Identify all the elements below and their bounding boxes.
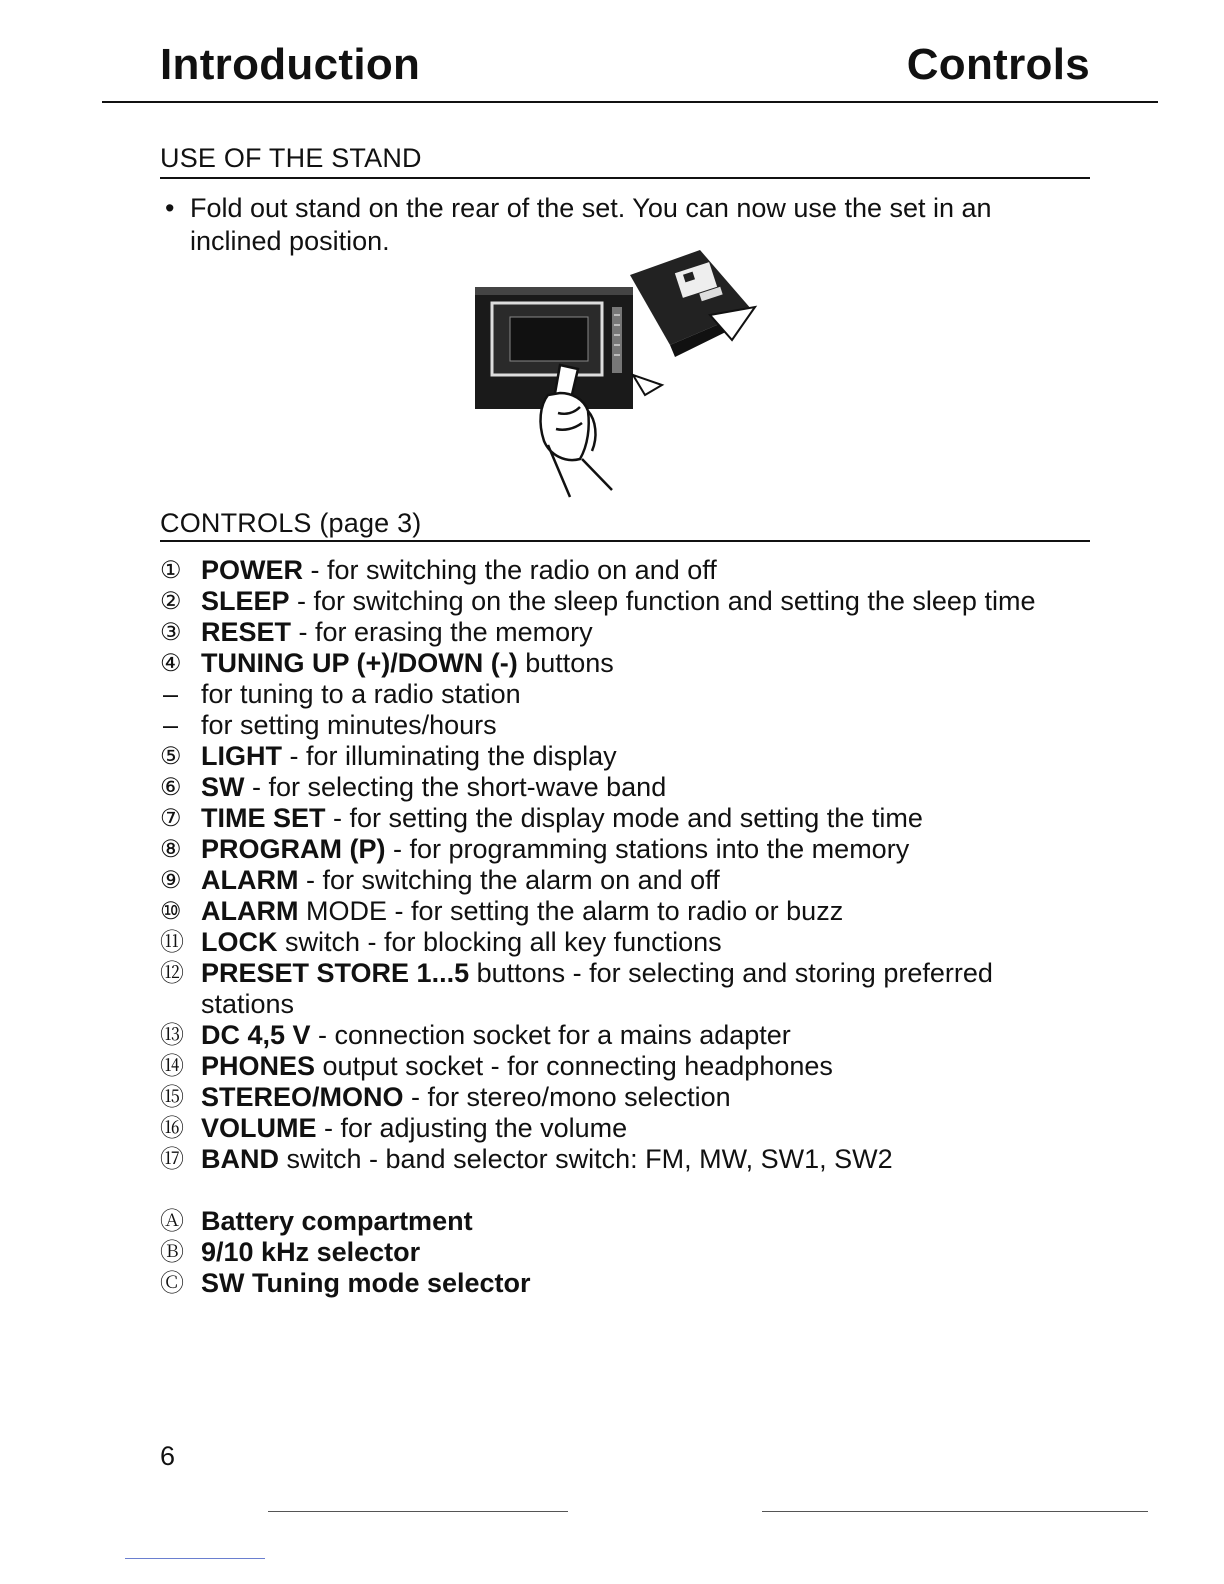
circled-number-icon: ⑭ (160, 1053, 184, 1080)
circled-number-icon: ⑰ (160, 1146, 184, 1173)
list-item (160, 1082, 1090, 1113)
bullet-icon: • (165, 193, 175, 223)
list-item (160, 772, 1090, 803)
circled-number-icon: ⑤ (160, 743, 182, 770)
stand-section-rule (160, 177, 1090, 179)
control-description: - for programming stations into the memory (385, 834, 910, 864)
scan-artifact-line (125, 1558, 265, 1559)
control-description: - for switching on the sleep function and setting the sleep time (289, 586, 1036, 616)
circled-number-icon: ⑬ (160, 1022, 184, 1049)
list-item (160, 865, 1090, 896)
list-item (160, 958, 1090, 1020)
control-name: TIME SET (201, 803, 326, 833)
stand-instruction-text: Fold out stand on the rear of the set. You can now use the set in an inclined position. (190, 193, 992, 256)
circled-number-icon: ⑦ (160, 805, 182, 832)
component-name: SW Tuning mode selector (201, 1268, 531, 1298)
control-description: - for adjusting the volume (316, 1113, 628, 1143)
control-name: LOCK (201, 927, 278, 957)
page-number: 6 (160, 1441, 176, 1471)
control-description: - for setting the display mode and setting the time (325, 803, 923, 833)
header-rule (102, 101, 1158, 103)
control-description: - for erasing the memory (291, 617, 593, 647)
control-name: PROGRAM (P) (201, 834, 386, 864)
circled-number-icon: ④ (160, 650, 182, 677)
circled-letter-icon: Ⓐ (160, 1208, 184, 1235)
list-item (160, 803, 1090, 834)
list-item (160, 896, 1090, 927)
control-description: - connection socket for a mains adapter (310, 1020, 791, 1050)
control-name: DC 4,5 V (201, 1020, 311, 1050)
control-description: switch - band selector switch: FM, MW, SW1, SW2 (279, 1144, 893, 1174)
circled-letter-icon: Ⓒ (160, 1270, 184, 1297)
control-name: BAND (201, 1144, 279, 1174)
control-name: TUNING UP (+)/DOWN (-) (201, 648, 518, 678)
circled-number-icon: ② (160, 588, 182, 615)
control-description: - for selecting the short-wave band (244, 772, 667, 802)
control-name: PRESET STORE 1...5 (201, 958, 470, 988)
circled-number-icon: ③ (160, 619, 182, 646)
dash-icon: – (163, 679, 179, 709)
scan-artifact-line (762, 1511, 1148, 1512)
list-item (160, 617, 1090, 648)
controls-section-title: CONTROLS (page 3) (160, 508, 422, 538)
control-description: for setting minutes/hours (201, 710, 497, 740)
control-name: ALARM (201, 865, 299, 895)
list-item (160, 741, 1090, 772)
circled-number-icon: ⑮ (160, 1084, 184, 1111)
control-description: for tuning to a radio station (201, 679, 521, 709)
circled-number-icon: ⑪ (160, 929, 184, 956)
control-description: - for stereo/mono selection (403, 1082, 731, 1112)
control-description: MODE - for setting the alarm to radio or buzz (298, 896, 844, 926)
control-name: STEREO/MONO (201, 1082, 404, 1112)
stand-illustration (470, 245, 760, 500)
control-name: POWER (201, 555, 304, 585)
control-name: VOLUME (201, 1113, 317, 1143)
circled-letter-icon: Ⓑ (160, 1239, 184, 1266)
list-item (160, 1268, 1090, 1299)
circled-number-icon: ⑥ (160, 774, 182, 801)
control-name: SLEEP (201, 586, 290, 616)
list-item (160, 1144, 1090, 1175)
list-item (160, 1206, 1090, 1237)
circled-number-icon: ⑫ (160, 960, 184, 987)
list-spacer (160, 1175, 1090, 1206)
list-item (160, 1051, 1090, 1082)
circled-number-icon: ⑧ (160, 836, 182, 863)
control-name: LIGHT (201, 741, 282, 771)
control-description: output socket - for connecting headphones (315, 1051, 833, 1081)
header-chapter-title: Controls (906, 40, 1090, 89)
list-item (160, 710, 1090, 741)
circled-number-icon: ⑯ (160, 1115, 184, 1142)
control-description: buttons - for selecting and storing preferred stations (201, 958, 993, 1019)
list-item (160, 1237, 1090, 1268)
header-section-title: Introduction (160, 40, 421, 89)
circled-number-icon: ⑨ (160, 867, 182, 894)
control-name: PHONES (201, 1051, 316, 1081)
list-item (160, 648, 1090, 679)
component-name: Battery compartment (201, 1206, 473, 1236)
controls-list (160, 555, 1090, 1299)
circled-number-icon: ⑩ (160, 898, 182, 925)
circled-number-icon: ① (160, 557, 182, 584)
list-item (160, 1020, 1090, 1051)
list-item (160, 555, 1090, 586)
control-description: switch - for blocking all key functions (277, 927, 722, 957)
list-item (160, 927, 1090, 958)
control-name: SW (201, 772, 245, 802)
controls-section-rule (160, 540, 1090, 542)
control-description: - for switching the alarm on and off (298, 865, 720, 895)
component-name: 9/10 kHz selector (201, 1237, 421, 1267)
control-name: RESET (201, 617, 292, 647)
control-description: - for switching the radio on and off (303, 555, 717, 585)
list-item (160, 586, 1090, 617)
control-description: buttons (517, 648, 614, 678)
control-description: - for illuminating the display (282, 741, 617, 771)
control-name: ALARM (201, 896, 299, 926)
rear-unit-drawing (630, 250, 755, 357)
scan-artifact-line (268, 1511, 568, 1512)
list-item (160, 834, 1090, 865)
dash-icon: – (163, 710, 179, 740)
list-item (160, 679, 1090, 710)
stand-section-title: USE OF THE STAND (160, 143, 422, 173)
list-item (160, 1113, 1090, 1144)
